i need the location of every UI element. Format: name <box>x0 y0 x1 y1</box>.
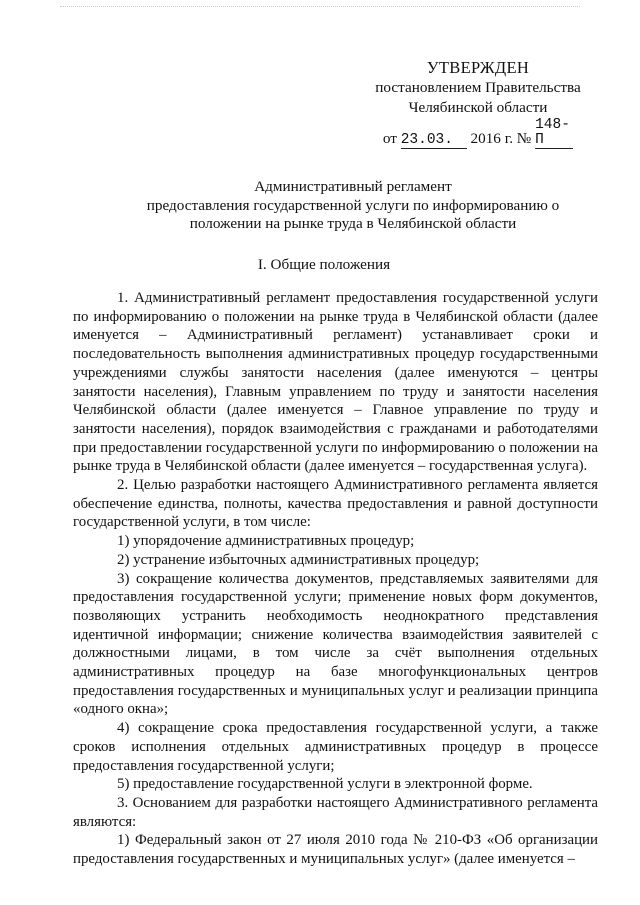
title-line-2: предоставления государственной услуги по информированию о <box>146 196 560 214</box>
list-item: 5) предоставление государственной услуги в электронной форме. <box>117 776 533 793</box>
title-line-1: Административный регламент <box>254 178 452 195</box>
scan-artifact-line <box>60 6 580 7</box>
list-item: 2) устранение избыточных административных процедур; <box>117 551 480 568</box>
approval-line-2: Челябинской области <box>408 99 548 116</box>
approval-year: 2016 г. № <box>470 130 532 147</box>
title-line-3: положении на рынке труда в Челябинской области <box>189 215 517 232</box>
approval-prefix: от <box>382 130 397 147</box>
list-item: 4) сокращение срока предоставления государственной услуги, а также сроков исполнения отдельных административных процедур в процессе предоставления государственной услуги; <box>73 720 598 774</box>
list-item: 3) сокращение количества документов, представляемых заявителями для предоставления государственной услуги; применение новых форм документов, позволяющих устранить необходимость неоднократного представления идентичной информации; снижение количества взаимодействия заявителей с должностными лицами, в том числе за счёт выполнения отдельных административных процедур на базе многофункциональных центров предоставления государственных и муниципальных услуг и реализации принципа «одного окна»; <box>73 570 598 718</box>
approval-heading: УТВЕРЖДЕН <box>426 58 530 77</box>
approval-date-line <box>358 118 598 149</box>
approval-date: 23.03. <box>401 133 467 149</box>
approval-line-1: постановлением Правительства <box>375 79 581 96</box>
paragraph: 3. Основанием для разработки настоящего Административного регламента являются: <box>73 794 598 830</box>
document-title <box>110 178 596 234</box>
list-item: 1) Федеральный закон от 27 июля 2010 года № 210-ФЗ «Об организации предоставления государственных и муниципальных услуг» (далее именуется – <box>73 832 598 868</box>
section-heading: I. Общие положения <box>257 256 391 273</box>
document-body <box>73 289 598 869</box>
paragraph: 2. Целью разработки настоящего Административного регламента является обеспечение единства, полноты, качества предоставления и равной доступности государственной услуги, в том числе: <box>73 477 598 531</box>
approval-number: 148-П <box>535 118 573 149</box>
approval-stamp-block <box>358 58 598 149</box>
paragraph: 1. Административный регламент предоставления государственной услуги по информированию о положении на рынке труда в Челябинской области (далее именуется – Административный регламент) устанавливает сроки и последовательность выполнения административных процедур государственными учреждениями службы занятости населения (далее именуются – центры занятости населения), Главным управлением по труду и занятости населения Челябинской области (далее именуется – Главное управление по труду и занятости населения), порядок взаимодействия с гражданами и работодателями при предоставлении государственной услуги по информированию о положении на рынке труда в Челябинской области (далее именуется – государственная услуга). <box>73 290 599 475</box>
list-item: 1) упорядочение административных процедур; <box>117 533 415 550</box>
